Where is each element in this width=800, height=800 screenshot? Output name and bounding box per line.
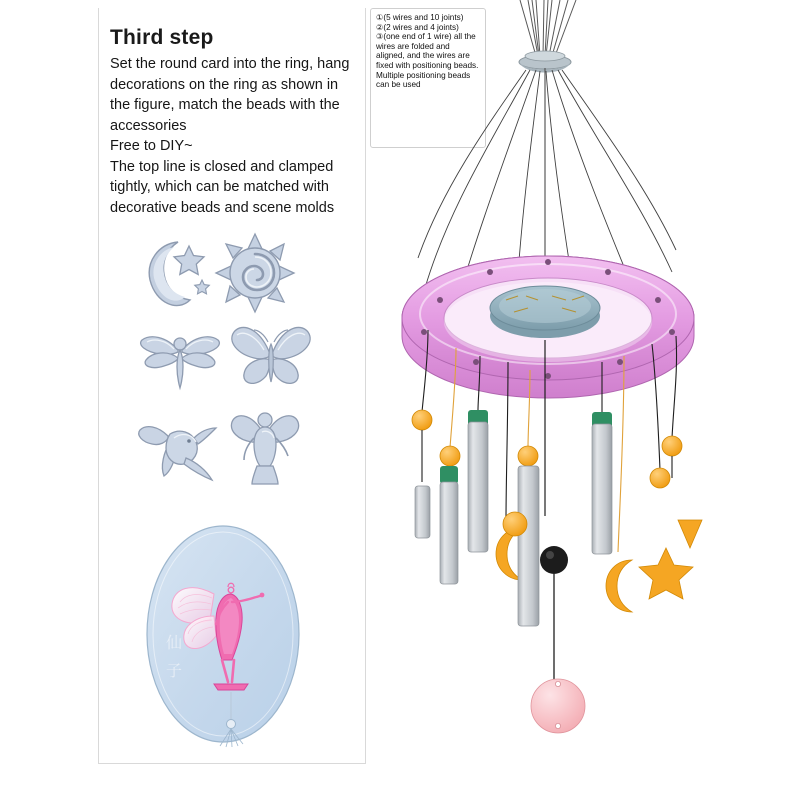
note-line-2: ②(2 wires and 4 joints) xyxy=(376,22,459,32)
instruction-text xyxy=(110,54,358,218)
moon-star-mold xyxy=(142,236,218,318)
butterfly-mold xyxy=(228,318,314,394)
page-title: Third step xyxy=(110,26,214,49)
fairy-card xyxy=(144,524,302,752)
fairy-mold xyxy=(226,404,308,490)
fairy-card-char-top: 仙 xyxy=(166,633,183,652)
sun-spiral-mold xyxy=(214,232,296,314)
wind-chime-illustration xyxy=(380,0,800,790)
hummingbird-mold xyxy=(134,408,222,486)
note-line-1: ①(5 wires and 10 joints) xyxy=(376,13,464,22)
instruction-line-2: Free to DIY~ xyxy=(110,138,193,154)
instruction-line-1: Set the round card into the ring, hang decorations on the ring as shown in the figure, match the beads with the accessories xyxy=(110,56,350,134)
fairy-card-char-bottom: 子 xyxy=(166,661,183,680)
note-line-3: ③(one end of 1 wire) all the wires are folded and aligned, and the wires are fixed with positioning beads. Multiple positioning beads can be used xyxy=(376,32,479,90)
instruction-line-3: The top line is closed and clamped tightly, which can be matched with decorative beads and scene molds xyxy=(110,158,335,216)
dragonfly-mold xyxy=(136,322,224,394)
